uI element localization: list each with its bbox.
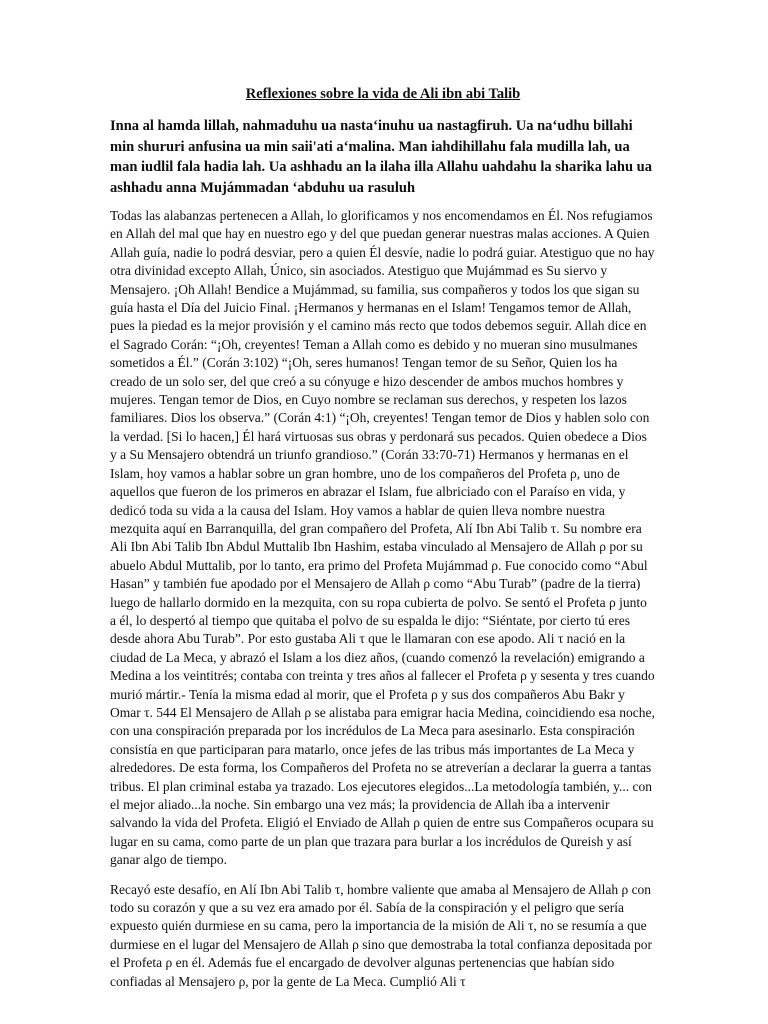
opening-invocation: Inna al hamda lillah, nahmaduhu ua nasta‘inuhu ua nastagfiruh. Ua na‘udhu billahi min shururi anfusina ua min saii'ati a‘malina. Man iahdihillahu fala mudilla lah, ua man iudlil fala hadia lah. Ua ashhadu an la ilaha illa Allahu uahdahu la sharika lahu ua ashhadu anna Mujámmadan ‘abduhu ua rasuluh <box>110 118 652 196</box>
body-paragraph-2: Recayó este desafío, en Alí Ibn Abi Talib τ, hombre valiente que amaba al Mensajero de Allah ρ con todo su corazón y que a su vez era amado por él. Sabía de la conspiración y el peligro que sería expuesto quién durmiese en su cama, pero la importancia de la misión de Ali τ, no se resumía a que durmiese en el lugar del Mensajero de Allah ρ sino que demostraba la total confianza depositada por el Profeta ρ en él. Además fue el encargado de devolver algunas pertenencias que habían sido confiadas al Mensajero ρ, por la gente de La Meca. Cumplió Ali τ <box>110 881 653 989</box>
body-paragraph-1: Todas las alabanzas pertenecen a Allah, lo glorificamos y nos encomendamos en Él. Nos refugiamos en Allah del mal que hay en nuestro ego y del que puedan generar nuestras malas acciones. A Quien Allah guía, nadie lo podrá desviar, pero a quien Él desvíe, nadie lo podrá guiar. Atestiguo que no hay otra divinidad excepto Allah, Único, sin asociados. Atestiguo que Mujámmad es Su siervo y Mensajero. ¡Oh Allah! Bendice a Mujámmad, su familia, sus compañeros y todos los que sigan su guía hasta el Día del Juicio Final. ¡Hermanos y hermanas en el Islam! Tengamos temor de Allah, pues la piedad es la mejor provisión y el camino más recto que todos debemos seguir. Allah dice en el Sagrado Corán: “¡Oh, creyentes! Teman a Allah como es debido y no mueran sino musulmanes sometidos a Él.” (Corán 3:102) “¡Oh, seres humanos! Tengan temor de su Señor, Quien los ha creado de un solo ser, del que creó a su cónyuge e hizo descender de ambos muchos hombres y mujeres. Tengan temor de Dios, en Cuyo nombre se reclaman sus derechos, y respeten los lazos familiares. Dios los observa.” (Corán 4:1) “¡Oh, creyentes! Tengan temor de Dios y hablen solo con la verdad. [Si lo hacen,] Él hará virtuosas sus obras y perdonará sus pecados. Quien obedece a Dios y a Su Mensajero obtendrá un triunfo grandioso.” (Corán 33:70-71) Hermanos y hermanas en el Islam, hoy vamos a hablar sobre un gran hombre, uno de los compañeros del Profeta ρ, uno de aquellos que fueron de los primeros en abrazar el Islam, fue albriciado con el Paraíso en vida, y dedicó toda su vida a la causa del Islam. Hoy vamos a hablar de quien lleva nombre nuestra mezquita aquí en Barranquilla, del gran compañero del Profeta, Alí Ibn Abi Talib τ. Su nombre era Ali Ibn Abi Talib Ibn Abdul Muttalib Ibn Hashim, estaba vinculado al Mensajero de Allah ρ por su abuelo Abdul Muttalib, por lo tanto, era primo del Profeta Mujámmad ρ. Fue conocido como “Abul Hasan” y también fue apodado por el Mensajero de Allah ρ como “Abu Turab” (padre de la tierra) luego de hallarlo dormido en la mezquita, con su ropa cubierta de polvo. Se sentó el Profeta ρ junto a él, lo despertó al tiempo que quitaba el polvo de su espalda le dijo: “Siéntate, por cierto tú eres desde ahora Abu Turab”. Por esto gustaba Ali τ que le llamaran con ese apodo. Ali τ nació en la ciudad de La Meca, y abrazó el Islam a los diez años, (cuando comenzó la revelación) emigrando a Medina a los veintitrés; contaba con treinta y tres años al fallecer el Profeta ρ y sesenta y tres cuando murió mártir.- Tenía la misma edad al morir, que el Profeta ρ y sus dos compañeros Abu Bakr y Omar τ. 544 El Mensajero de Allah ρ se alistaba para emigrar hacia Medina, coincidiendo esa noche, con una conspiración preparada por los incrédulos de La Meca para asesinarlo. Esta conspiración consistía en que participaran para matarlo, once jefes de las tribus más importantes de La Meca y alrededores. De esta forma, los Compañeros del Profeta no se atreverían a declarar la guerra a tantas tribus. El plan criminal estaba ya trazado. Los ejecutores elegidos...La metodología también, y... con el mejor aliado...la noche. Sin embargo una vez más; la providencia de Allah iba a intervenir salvando la vida del Profeta. Eligió el Enviado de Allah ρ quien de entre sus Compañeros ocupara su lugar en su cama, como parte de un plan que trazara para burlar a los incrédulos de Qureish y así ganar algo de tiempo. <box>110 208 655 868</box>
document-title: Reflexiones sobre la vida de Ali ibn abi Talib <box>245 86 521 102</box>
